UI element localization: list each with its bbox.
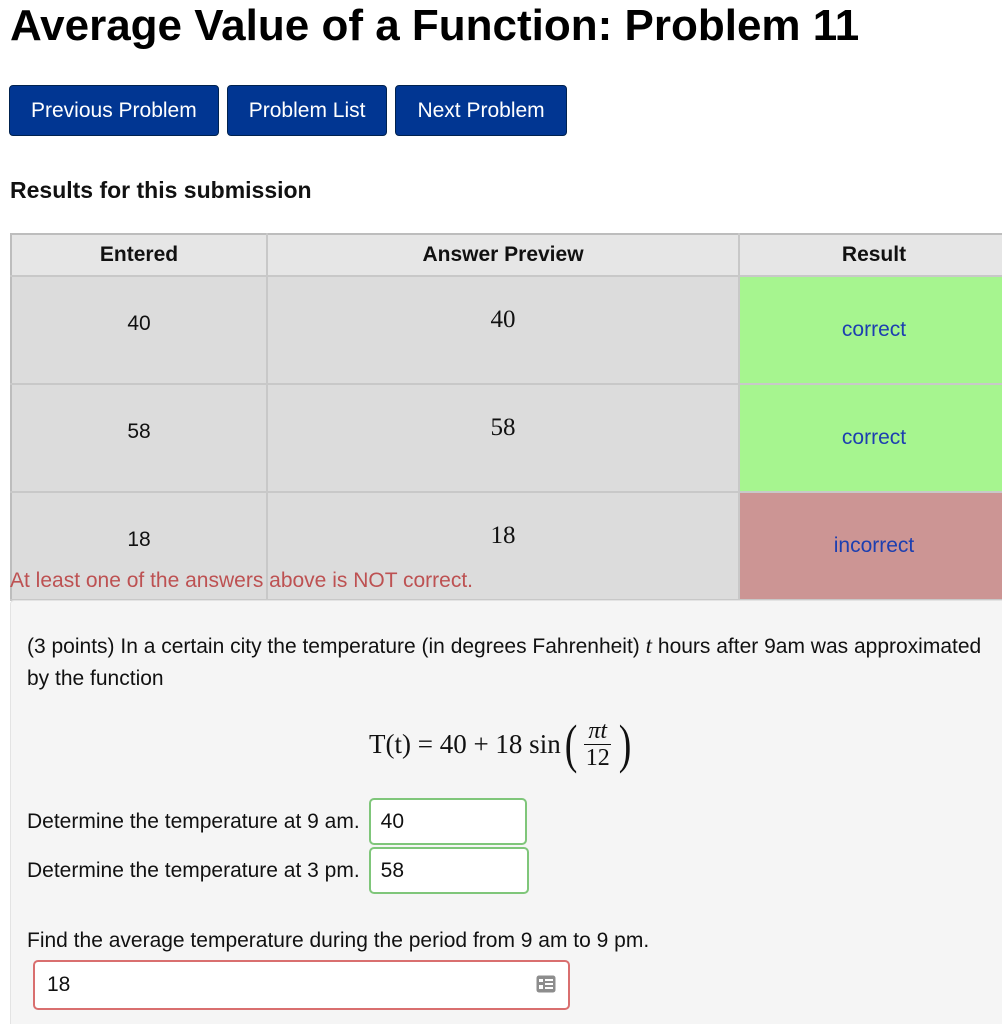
problem-list-button[interactable]: Problem List [227,85,388,136]
results-heading: Results for this submission [10,177,312,203]
result-cell: correct [739,384,1002,492]
answer-input-3pm[interactable] [369,847,529,894]
statement-text-start: (3 points) In a certain city the temperature (in degrees Fahrenheit) [27,635,640,658]
answer-input-average[interactable] [33,960,570,1010]
incorrect-warning: At least one of the answers above is NOT correct. [10,569,473,592]
variable-t: t [645,633,653,658]
results-header-row [11,234,1002,276]
question-3pm [27,847,529,894]
left-paren: ( [564,714,577,774]
entered-cell: 18 [11,492,267,600]
average-question-label: Find the average temperature during the period from 9 am to 9 pm. [27,929,650,952]
column-header-result: Result [739,234,1002,276]
equation-lhs: T(t) = 40 + 18 sin [369,728,561,759]
entered-cell: 40 [11,276,267,384]
column-header-answer-preview: Answer Preview [267,234,739,276]
table-row [11,276,1002,384]
equation-editor-icon[interactable] [536,975,556,993]
temperature-equation [369,713,635,775]
next-problem-button[interactable]: Next Problem [395,85,566,136]
answer-preview-cell: 58 [267,384,739,492]
problem-statement [27,630,987,695]
result-cell: correct [739,276,1002,384]
problem-navigation [9,85,567,136]
problem-body [10,600,1002,1024]
previous-problem-button[interactable]: Previous Problem [9,85,219,136]
right-paren: ) [618,714,631,774]
question-9am-label: Determine the temperature at 9 am. [27,809,360,833]
question-3pm-label: Determine the temperature at 3 pm. [27,858,360,882]
answer-input-9am[interactable] [369,798,527,845]
results-table [10,233,1002,601]
average-answer-field [33,960,570,1010]
fraction-denominator: 12 [585,744,610,771]
entered-cell: 58 [11,384,267,492]
answer-preview-cell: 18 [267,492,739,600]
page-title: Average Value of a Function: Problem 11 [10,1,860,50]
result-cell: incorrect [739,492,1002,600]
statement-text-end: hours after 9am was approximated by the function [27,635,982,690]
fraction-numerator: πt [584,718,611,745]
equation-fraction [582,718,614,771]
question-9am [27,798,527,845]
answer-preview-cell: 40 [267,276,739,384]
column-header-entered: Entered [11,234,267,276]
table-row [11,384,1002,492]
